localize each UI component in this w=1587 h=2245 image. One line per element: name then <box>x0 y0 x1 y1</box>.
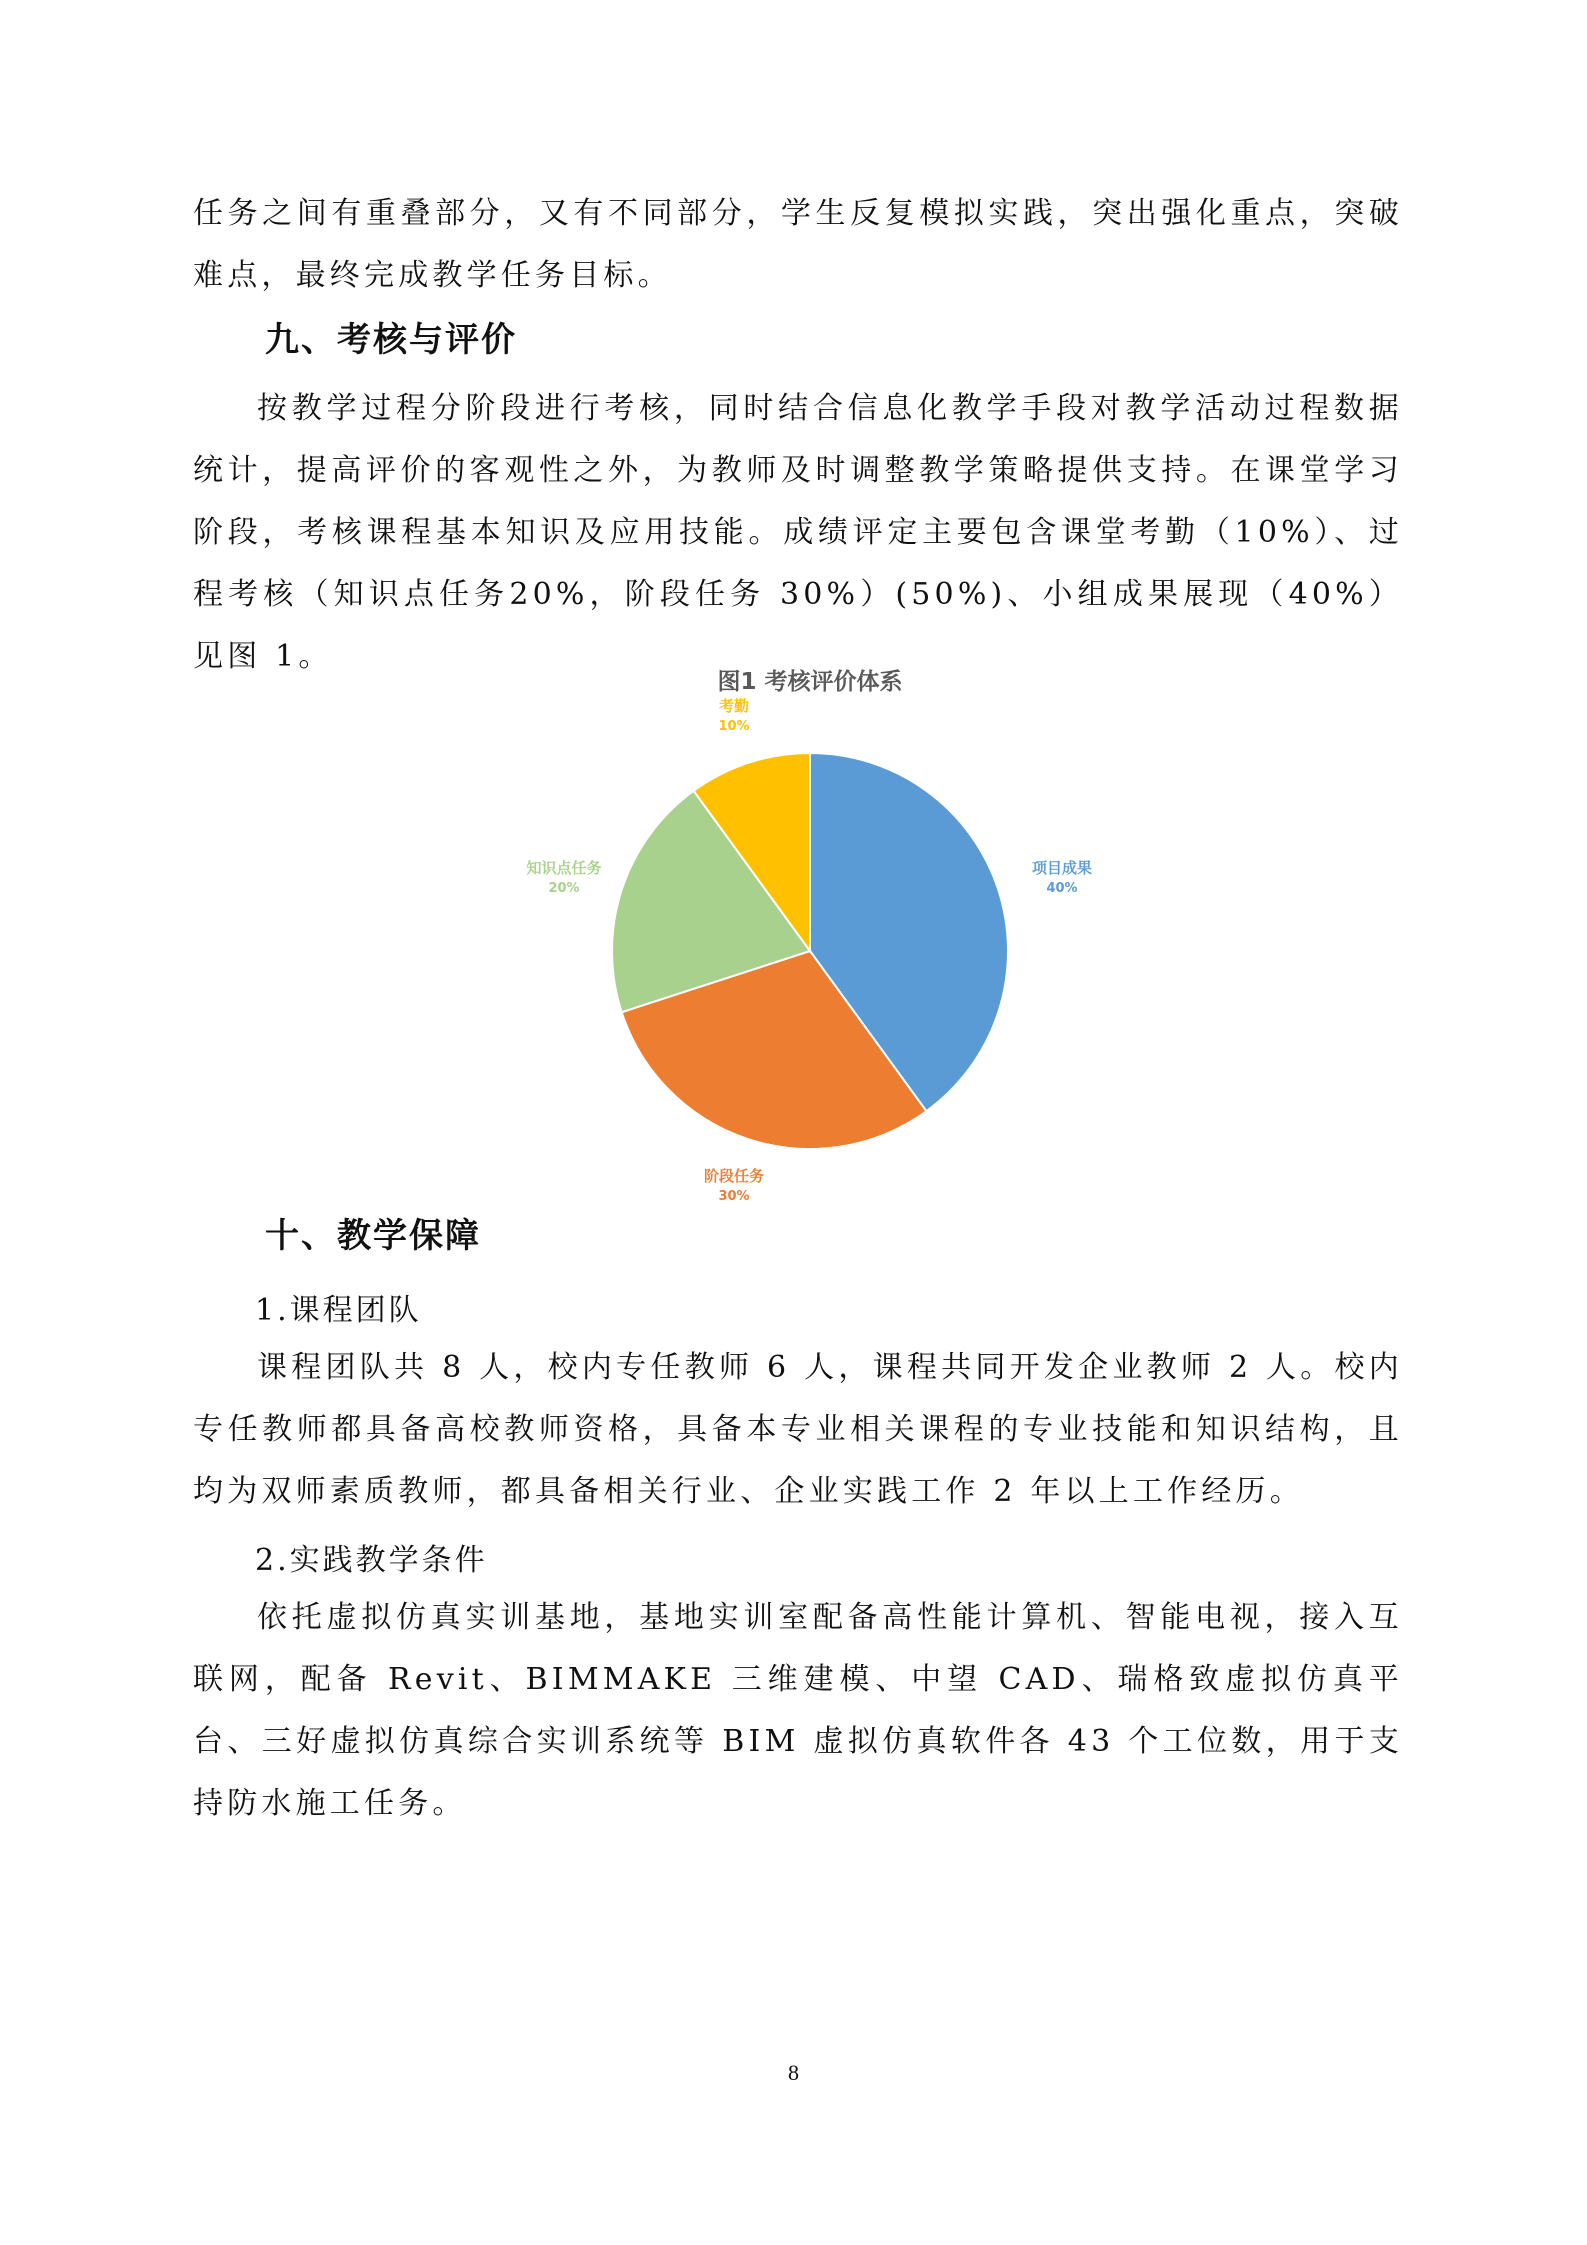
chart-title: 图1 考核评价体系 <box>717 669 903 695</box>
section-heading-support: 十、教学保障 <box>265 1216 481 1256</box>
page-number: 8 <box>788 2060 799 2085</box>
slice-label-1: 阶段任务 <box>703 1167 765 1185</box>
slice-percent-0: 40% <box>1046 881 1078 896</box>
paragraph-practice-conditions: 依托虚拟仿真实训基地，基地实训室配备高性能计算机、智能电视，接入互联网，配备 Revit、BIMMAKE 三维建模、中望 CAD、瑞格致虚拟仿真平台、三好虚拟仿真综合实训系统等 BIM 虚拟仿真软件各 43 个工位数，用于支持防水施工任务。 <box>193 1600 1403 1821</box>
subheading-course-team: 1.课程团队 <box>255 1293 422 1328</box>
slice-label-0: 项目成果 <box>1031 859 1093 877</box>
subheading-practice-conditions: 2.实践教学条件 <box>255 1543 488 1578</box>
paragraph-intro-continuation: 任务之间有重叠部分，又有不同部分，学生反复模拟实践，突出强化重点，突破难点，最终完成教学任务目标。 <box>193 196 1403 293</box>
slice-percent-3: 10% <box>718 719 750 734</box>
paragraph-assessment: 按教学过程分阶段进行考核，同时结合信息化教学手段对教学活动过程数据统计，提高评价的客观性之外，为教师及时调整教学策略提供支持。在课堂学习阶段，考核课程基本知识及应用技能。成绩评定主要包含课堂考勤（10%）、过程考核（知识点任务20%，阶段任务 30%）(50%)、小组成果展现（40%）见图 1。 <box>193 391 1403 674</box>
section-heading-assessment: 九、考核与评价 <box>265 320 517 360</box>
slice-percent-2: 20% <box>548 881 580 896</box>
pie-chart <box>500 655 1120 1210</box>
slice-percent-1: 30% <box>718 1189 750 1204</box>
slice-label-3: 考勤 <box>718 697 750 715</box>
paragraph-course-team: 课程团队共 8 人，校内专任教师 6 人，课程共同开发企业教师 2 人。校内专任教师都具备高校教师资格，具备本专业相关课程的专业技能和知识结构，且均为双师素质教师，都具备相关行业、企业实践工作 2 年以上工作经历。 <box>193 1350 1403 1509</box>
slice-label-2: 知识点任务 <box>526 859 602 877</box>
